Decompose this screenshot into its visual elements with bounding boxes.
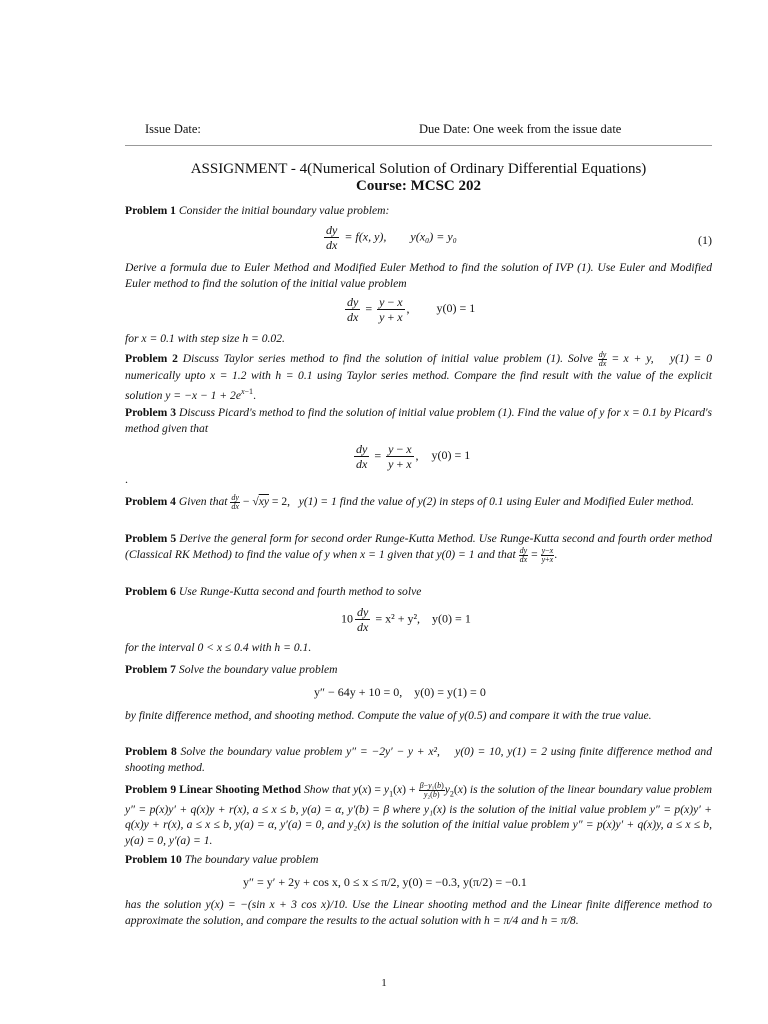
problem-10-tail	[125, 897, 712, 928]
problem-7-label: Problem 7	[125, 663, 176, 676]
equation-3: $\frac{dy}{dx}$ = $\frac{y - x}{y + x}$ , y(0) = 1	[356, 442, 471, 471]
problem-10-label: Problem 10	[125, 853, 182, 866]
problem-10-text: The boundary value problem	[184, 853, 319, 866]
problem-2-label: Problem 2	[125, 352, 178, 366]
problem-5: Problem 5 Derive the general form for second order Runge-Kutta Method. Use Runge-Kutta second and fourth order method (Classical RK Method) to find the value of y when x = 1 given that y(0) = 1 and that $\frac{dy}{dx}$ = $\frac{y-x}{y+x}$ .	[125, 532, 712, 564]
problem-7-tail-text: by finite difference method, and shooting method. Compute the value of y(0.5) and compare it with the true value.	[125, 709, 652, 722]
problem-2: Problem 2 Discuss Taylor series method to find the solution of initial value problem (1). Solve $\frac{dy}{dx}$ = x + y, y(1) = 0 numerically upto x = 1.2 with h = 0.1 using Taylor series method. Compare the find result with the value of the explicit solution $y = -x - 1 + 2e^{x-1}$.	[125, 350, 712, 402]
assignment-title: ASSIGNMENT - 4(Numerical Solution of Ordinary Differential Equations)	[190, 161, 647, 177]
problem-8	[125, 744, 712, 775]
problem-10-tail-text: has the solution y(x) = −(sin x + 3 cos x)/10. Use the Linear shooting method and the Linear finite difference method to approximate the solution, and compare the results to the actual solution with h = π/4 and h = π/8.	[125, 898, 712, 927]
problem-1-body-text: Derive a formula due to Euler Method and Modified Euler Method to find the solution of IVP (1). Use Euler and Modified Euler method to find the solution of the initial value problem	[125, 261, 712, 290]
problem-9-rest: linear boundary value problem y″ = p(x)y′ + q(x)y + r(x), a ≤ x ≤ b, y(a) = α, y′(b) = β where y₁(x) is the solution of the initial value problem y″ = p(x)y′ + q(x)y + r(x), a ≤ x ≤ b, y(a) = α, y′(a) = 0, and y₂(x) is the solution of the initial value problem y″ = p(x)y′ + q(x)y, a ≤ x ≤ b, y(a) = 0, y′(a) = 1.	[125, 783, 713, 847]
problem-6-text: Use Runge-Kutta second and fourth method to solve	[178, 585, 422, 598]
problem-1-body	[125, 260, 712, 291]
equation-1-number: (1)	[698, 233, 712, 247]
problem-4-rest: y(1) = 1 find the value of y(2) in steps of 0.1 using Euler and Modified Euler method.	[298, 495, 694, 509]
problem-3	[125, 405, 712, 436]
equation-1-rhs: = f(x, y), y(x₀) = y₀	[344, 229, 457, 244]
problem-1-label: Problem 1	[125, 204, 176, 217]
equation-2-ic: y(0) = 1	[436, 301, 476, 316]
problem-5-text: Derive the general form for second order Runge-Kutta Method. Use Runge-Kutta second and fourth order method (Classical RK Method) to find the value of y when x = 1 given that y(0) = 1 and that	[125, 532, 712, 561]
equation-1	[322, 223, 457, 252]
equation-10: y″ = y′ + 2y + cos x, 0 ≤ x ≤ π/2, y(0) = −0.3, y(π/2) = −0.1	[243, 875, 527, 889]
issue-date-label: Issue Date:	[145, 122, 201, 136]
problem-4-label: Problem 4	[125, 495, 176, 509]
problem-9: Problem 9 Linear Shooting Method Show that $y(x) = y_1(x)$ + $\frac{\text{β−y₁(b)}}{\text{y₂(b)}}$ $y_2(x)$ is the solution of the linear boundary value problem y″ = p(x)y′ + q(x)y + r(x), a ≤ x ≤ b, y(a) = α, y′(b) = β where y₁(x) is the solution of the initial value problem y″ = p(x)y′ + q(x)y + r(x), a ≤ x ≤ b, y(a) = α, y′(a) = 0, and y₂(x) is the solution of the initial value problem y″ = p(x)y′ + q(x)y, a ≤ x ≤ b, y(a) = 0, y′(a) = 1.	[125, 781, 713, 847]
problem-8-text: Solve the boundary value problem y″ = −2y′ − y + x², y(0) = 10, y(1) = 2 using finite difference method and shooting method.	[125, 745, 712, 774]
problem-7-text: Solve the boundary value problem	[178, 663, 338, 676]
problem-4-text: Given that	[178, 495, 228, 509]
due-date-text: Due Date: One week from the issue date	[419, 122, 622, 136]
problem-1-tail	[125, 331, 712, 347]
problem-4: Problem 4 Given that $\frac{dy}{dx}$ − √xy = 2, y(1) = 1 find the value of y(2) in steps of 0.1 using Euler and Modified Euler method.	[125, 493, 694, 511]
problem-3-label: Problem 3	[125, 406, 177, 419]
problem-9-text: Show that	[304, 783, 351, 797]
dy-dx-fraction: $\frac{dy}{dx}$	[326, 223, 338, 252]
course-title: Course: MCSC 202	[356, 178, 481, 194]
equation-3-ic: y(0) = 1	[431, 448, 471, 463]
equation-2: $\frac{dy}{dx}$ = $\frac{y - x}{y + x}$ , y(0) = 1	[347, 295, 476, 324]
problem-1-tail-text: for x = 0.1 with step size h = 0.02.	[125, 332, 285, 345]
problem-9-label: Problem 9 Linear Shooting Method	[125, 783, 301, 797]
problem-1-text: Consider the initial boundary value problem:	[178, 204, 390, 217]
problem-1	[125, 203, 712, 219]
page-number: 1	[381, 977, 387, 989]
problem-5-label: Problem 5	[125, 532, 177, 545]
problem-10	[125, 852, 712, 868]
problem-6-tail	[125, 640, 712, 656]
problem-8-label: Problem 8	[125, 745, 177, 758]
problem-3-text: Discuss Picard's method to find the solution of initial value problem (1). Find the value of y for x = 0.1 by Picard's method given that	[125, 406, 713, 435]
problem-2-rest: x + y, y(1) = 0 numerically upto x = 1.2 with h = 0.1 using Taylor series method. Compare the find result with the value of the explicit solution y = −x − 1 + 2e	[125, 352, 712, 402]
problem-7	[125, 662, 712, 678]
problem-6-label: Problem 6	[125, 585, 176, 598]
problem-3-dot: .	[125, 472, 128, 486]
problem-2-text: Discuss Taylor series method to find the solution of initial value problem (1). Solve	[182, 352, 593, 366]
equation-6-rhs: = x² + y², y(0) = 1	[375, 611, 471, 626]
equation-6: 10 $\frac{dy}{dx}$ = x² + y², y(0) = 1	[341, 605, 471, 634]
header-rule	[125, 145, 712, 146]
problem-6	[125, 584, 712, 600]
problem-7-tail	[125, 708, 712, 724]
equation-7: y″ − 64y + 10 = 0, y(0) = y(1) = 0	[314, 685, 486, 699]
problem-6-tail-text: for the interval 0 < x ≤ 0.4 with h = 0.1.	[125, 641, 312, 654]
